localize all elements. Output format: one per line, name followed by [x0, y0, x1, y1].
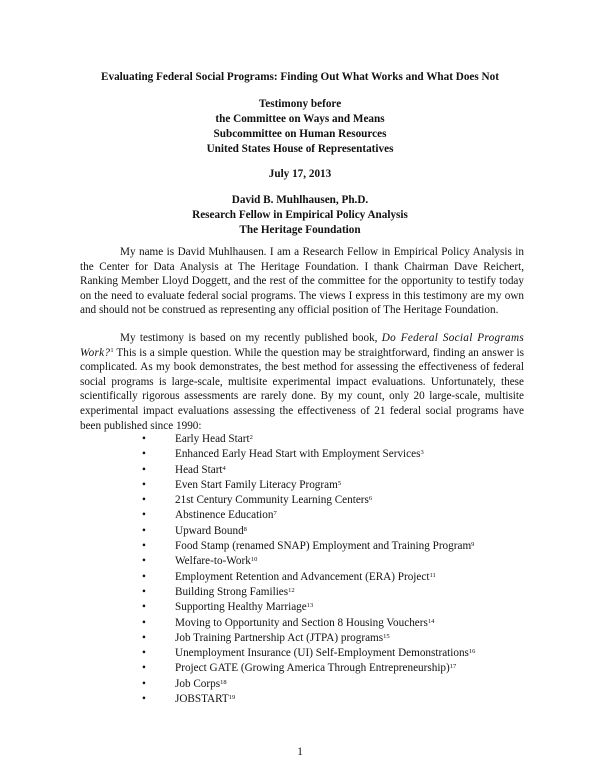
testimony-line-3: Subcommittee on Human Resources	[213, 128, 387, 140]
footnote-ref: 18	[220, 678, 227, 686]
program-name-text: Job Training Partnership Act (JTPA) programs	[175, 631, 384, 644]
footnote-ref: 12	[288, 586, 295, 594]
program-name	[175, 600, 313, 615]
bullet-icon: •	[142, 677, 146, 690]
testimony-line-2: the Committee on Ways and Means	[215, 113, 385, 125]
program-name-text: Early Head Start	[175, 433, 250, 445]
program-list-item	[0, 447, 600, 462]
footnote-ref: 1	[110, 346, 114, 354]
program-list	[0, 432, 600, 707]
bullet-icon: •	[142, 662, 146, 675]
program-list-item	[0, 463, 600, 478]
bullet-icon: •	[142, 616, 146, 629]
program-name	[175, 554, 257, 569]
program-name	[175, 493, 372, 508]
program-name	[175, 585, 295, 600]
program-name-text: Unemployment Insurance (UI) Self-Employment Demonstrations	[175, 647, 469, 660]
program-name-text: Supporting Healthy Marriage	[175, 601, 307, 614]
program-name	[175, 463, 226, 478]
program-list-item	[0, 677, 600, 692]
bullet-icon: •	[142, 448, 146, 461]
paragraph-introduction	[80, 245, 524, 318]
footnote-ref: 17	[449, 663, 457, 671]
program-name-text: Building Strong Families	[175, 585, 289, 598]
program-name-text: Employment Retention and Advancement (ERA) Project	[175, 570, 430, 583]
program-list-item	[0, 570, 600, 585]
paragraph-introduction-text: My name is David Muhlhausen. I am a Research Fellow in Empirical Policy Analysis in the Center for Data Analysis at The Heritage Foundation. I thank Chairman Dave Reichert, Ranking Member Lloyd Doggett, and the rest of the committee for the opportunity to testify today on the need to evaluate federal social programs. The views I express in this testimony are my own and should not be construed as representing any official position of The Heritage Foundation.	[80, 246, 524, 317]
program-list-item	[0, 493, 600, 508]
program-name	[175, 570, 436, 585]
program-list-item	[0, 631, 600, 646]
program-name-text: Head Start	[175, 463, 223, 476]
program-name-text: Enhanced Early Head Start with Employment Services	[175, 448, 421, 461]
program-list-item	[0, 661, 600, 676]
program-name-text: Abstinence Education	[175, 509, 274, 522]
footnote-ref: 7	[273, 510, 277, 518]
footnote-ref: 15	[383, 632, 390, 640]
program-list-item	[0, 524, 600, 539]
program-name	[175, 616, 434, 631]
program-name-text: Project GATE (Growing America Through Entrepreneurship)	[175, 662, 450, 675]
bullet-icon: •	[142, 570, 146, 583]
program-name	[175, 524, 247, 539]
program-name	[175, 661, 456, 676]
program-list-item	[0, 508, 600, 523]
program-list-item	[0, 585, 600, 600]
program-name	[175, 692, 235, 707]
program-name-text: Welfare-to-Work	[175, 555, 251, 568]
bullet-icon: •	[142, 585, 146, 598]
testimony-line-4: United States House of Representatives	[206, 143, 394, 155]
program-name-text: Moving to Opportunity and Section 8 Housing Vouchers	[175, 616, 428, 629]
footnote-ref: 13	[306, 602, 314, 610]
program-name	[175, 447, 424, 462]
book-title: Do Federal Social Programs Work?	[80, 332, 524, 359]
program-name	[175, 677, 227, 692]
footnote-ref: 14	[427, 617, 435, 625]
bullet-icon: •	[142, 540, 146, 553]
program-list-item	[0, 539, 600, 554]
program-list-item	[0, 692, 600, 707]
author-name: David B. Muhlhausen, Ph.D.	[231, 194, 369, 206]
paragraph-book	[80, 331, 524, 433]
document-title: Evaluating Federal Social Programs: Finding Out What Works and What Does Not	[101, 71, 499, 83]
program-list-item	[0, 478, 600, 493]
program-name	[175, 508, 277, 523]
program-list-item	[0, 600, 600, 615]
program-list-item	[0, 646, 600, 661]
bullet-icon: •	[142, 555, 146, 568]
footnote-ref: 5	[337, 479, 342, 487]
testimony-line-1: Testimony before	[258, 98, 342, 110]
program-list-item	[0, 616, 600, 631]
bullet-icon: •	[142, 478, 146, 491]
footnote-ref: 8	[243, 525, 247, 533]
author-organization: The Heritage Foundation	[239, 224, 361, 236]
footnote-ref: 16	[468, 648, 476, 656]
bullet-icon: •	[142, 647, 146, 660]
page-number: 1	[297, 746, 303, 758]
bullet-icon: •	[142, 601, 146, 614]
bullet-icon: •	[142, 433, 146, 445]
paragraph-book-rest: This is a simple question. While the question may be straightforward, finding an answer is complicated. As my book demonstrates, the best method for assessing the effectiveness of federal social programs is large-scale, multisite experimental impact evaluations. Unfortunately, these scientifically rigorous assessments are rarely done. By my count, only 20 large-scale, multisite experimental impact evaluations assessing the effectiveness of 21 federal social programs have been published since 1990:	[80, 346, 524, 432]
testimony-date: July 17, 2013	[268, 168, 332, 180]
footnote-ref: 2	[249, 434, 253, 441]
bullet-icon: •	[142, 494, 146, 507]
program-name-text: 21st Century Community Learning Centers	[175, 494, 369, 507]
program-name	[175, 631, 390, 646]
program-name-text: Upward Bound	[175, 524, 244, 537]
program-name	[175, 478, 341, 493]
footnote-ref: 19	[228, 694, 236, 702]
footnote-ref: 3	[420, 449, 424, 457]
program-name-text: JOBSTART	[175, 693, 229, 706]
program-name-text: Job Corps	[175, 677, 221, 690]
footnote-ref: 6	[368, 495, 373, 503]
program-name-text: Food Stamp (renamed SNAP) Employment and Training Program	[175, 540, 472, 553]
bullet-icon: •	[142, 463, 146, 476]
bullet-icon: •	[142, 524, 146, 537]
program-name	[175, 646, 475, 661]
program-name	[175, 539, 474, 554]
program-name-text: Even Start Family Literacy Program	[175, 478, 338, 491]
paragraph-book-intro: My testimony is based on my recently published book,	[120, 332, 382, 344]
bullet-icon: •	[142, 631, 146, 644]
footnote-ref: 11	[429, 571, 436, 579]
bullet-icon: •	[142, 693, 146, 706]
footnote-ref: 10	[250, 556, 258, 564]
program-name	[175, 432, 253, 447]
footnote-ref: 9	[471, 541, 475, 549]
program-list-item	[0, 554, 600, 569]
author-title: Research Fellow in Empirical Policy Analysis	[192, 209, 408, 221]
bullet-icon: •	[142, 509, 146, 522]
footnote-ref: 4	[222, 464, 226, 472]
program-list-item	[0, 432, 600, 447]
